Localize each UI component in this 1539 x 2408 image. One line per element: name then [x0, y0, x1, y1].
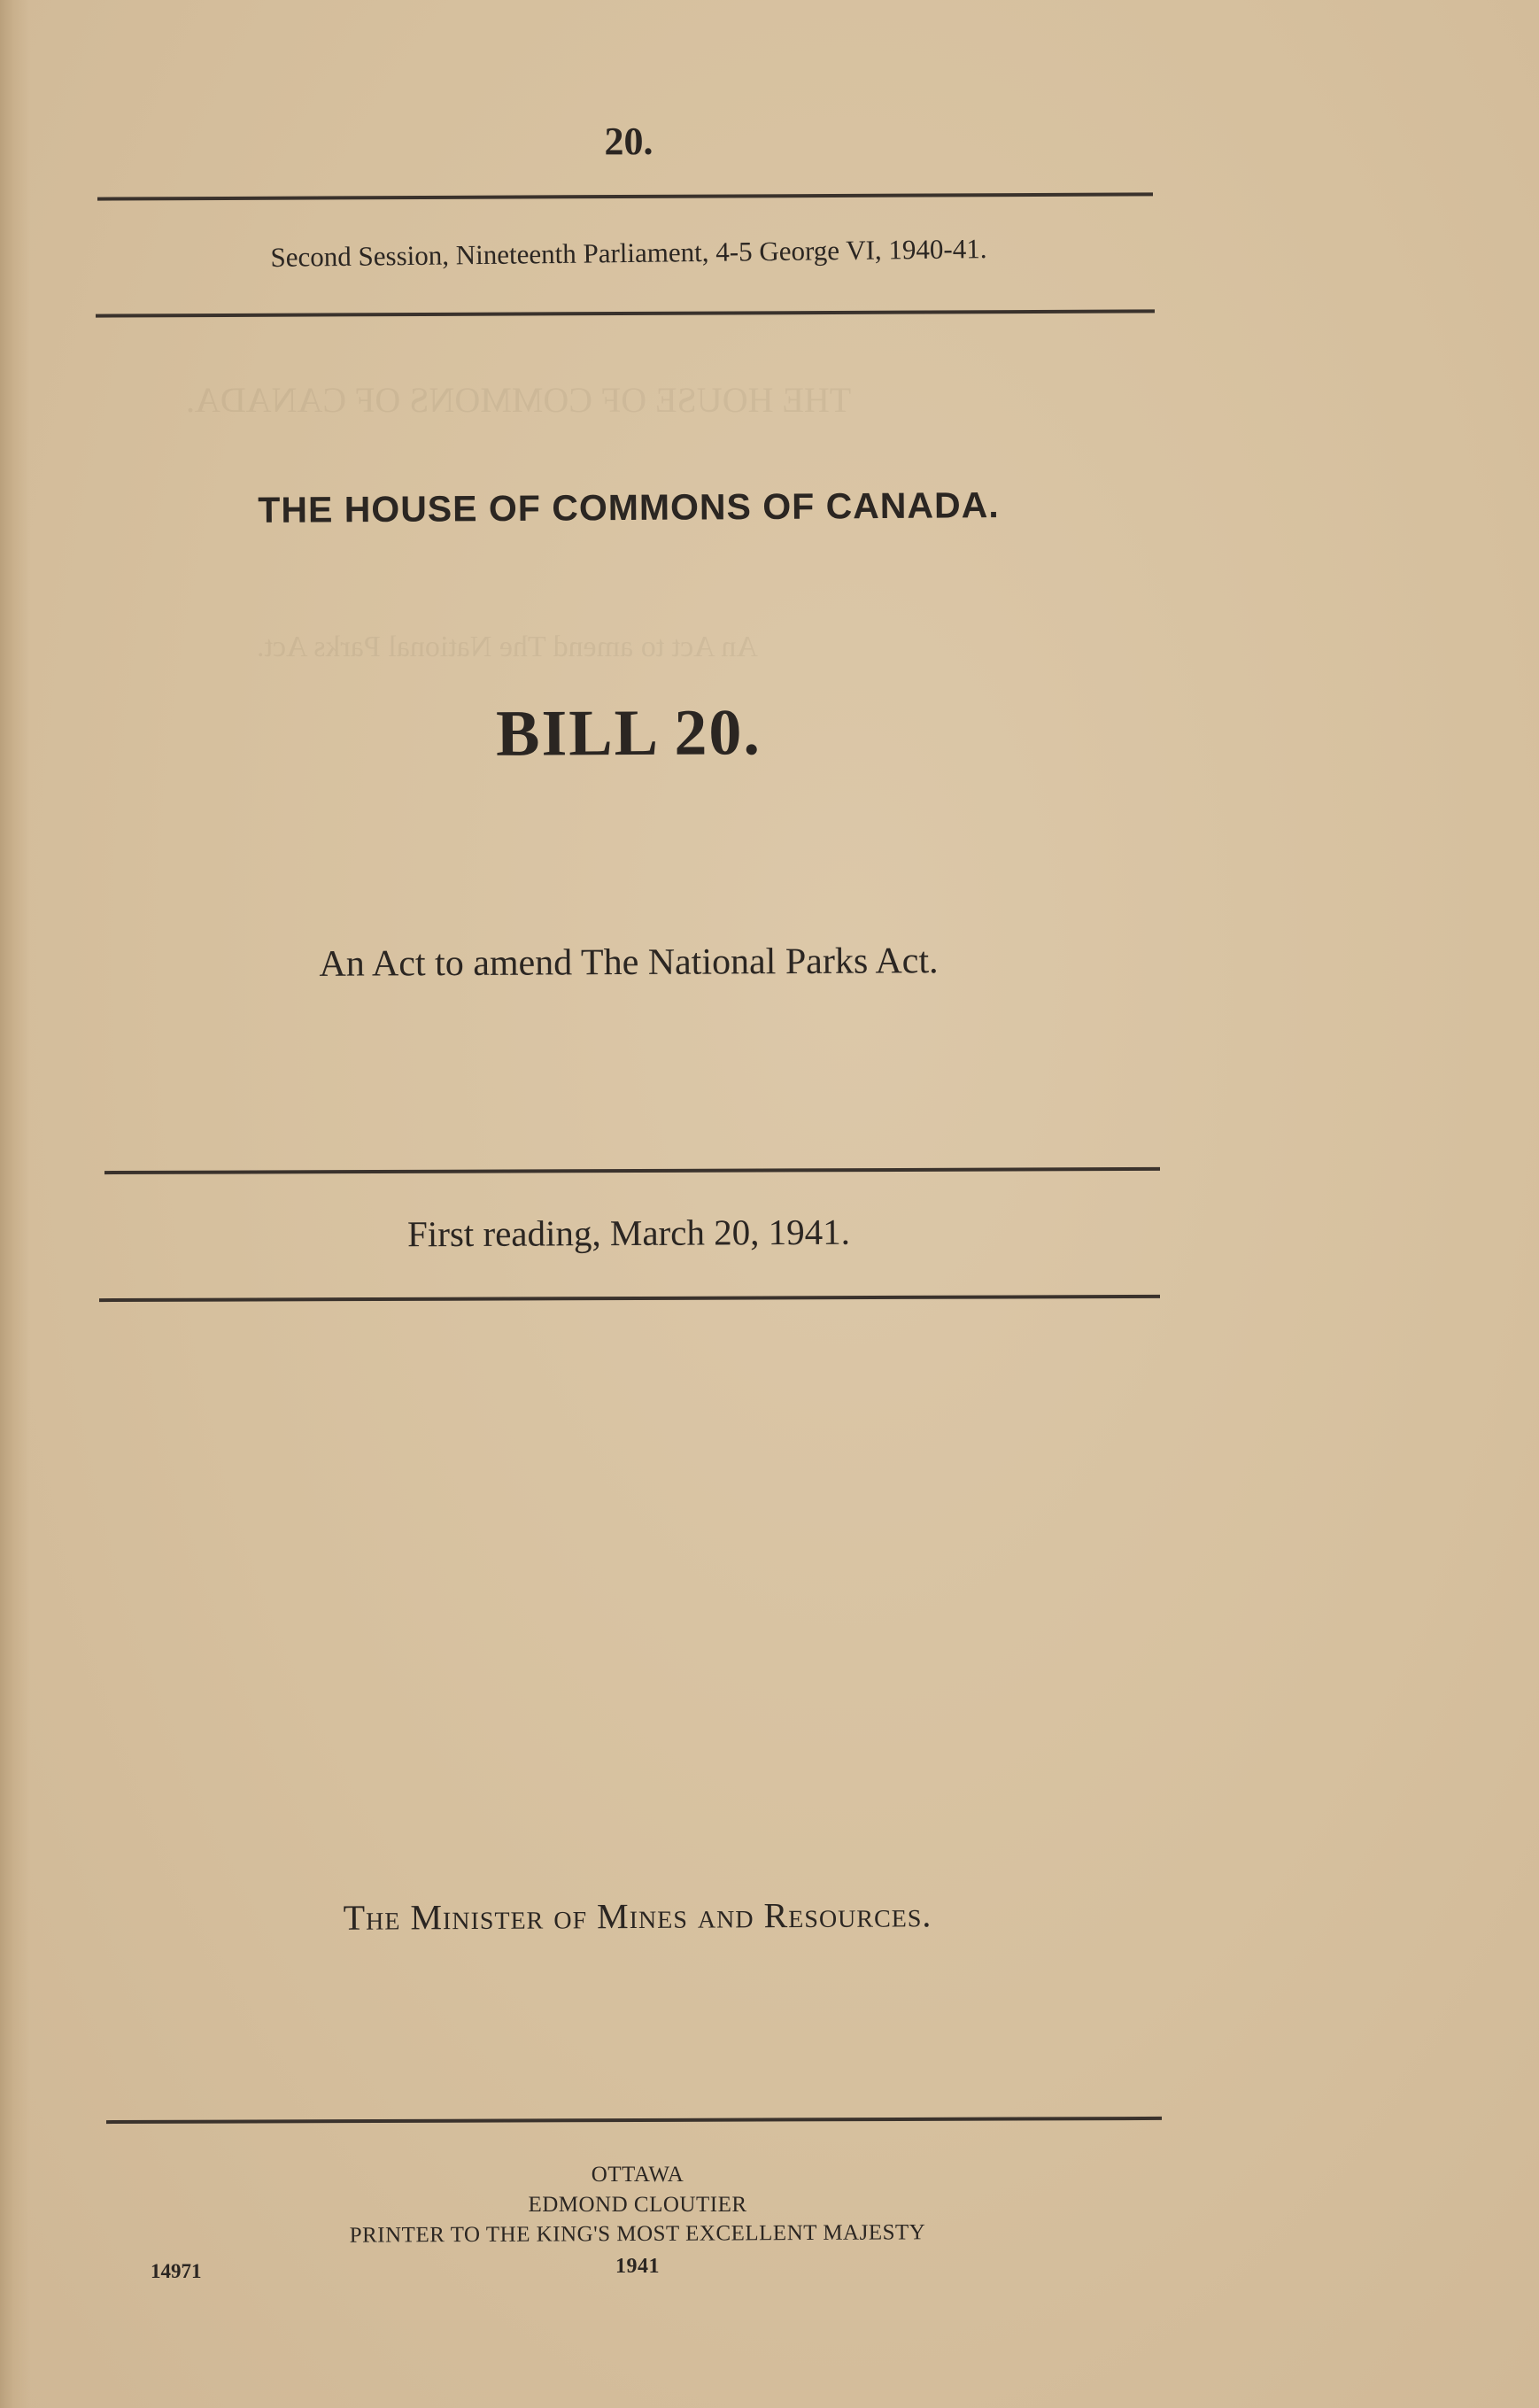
imprint-printer-title: PRINTER TO THE KING'S MOST EXCELLENT MAJESTY [349, 2220, 926, 2248]
reading-bottom-rule [99, 1295, 1160, 1302]
act-title: An Act to amend The National Parks Act. [319, 941, 939, 985]
reading-top-rule [104, 1167, 1160, 1174]
show-through-text: An Act to amend The National Parks Act. [257, 631, 758, 663]
print-number: 14971 [151, 2260, 202, 2282]
show-through-text: THE HOUSE OF COMMONS OF CANADA. [186, 380, 852, 420]
top-rule [97, 192, 1153, 200]
session-rule [96, 309, 1155, 317]
session-line: Second Session, Nineteenth Parliament, 4-5 George VI, 1940-41. [270, 233, 987, 273]
first-reading-line: First reading, March 20, 1941. [406, 1211, 851, 1255]
page-number: 20. [604, 120, 653, 163]
imprint-city: OTTAWA [591, 2163, 684, 2187]
page-edge-shadow [0, 0, 30, 2408]
bill-number-heading: BILL 20. [495, 696, 762, 770]
imprint-year: 1941 [615, 2255, 660, 2278]
minister-line: The Minister of Mines and Resources. [343, 1894, 932, 1938]
house-heading: THE HOUSE OF COMMONS OF CANADA. [258, 484, 1000, 530]
imprint-printer: EDMOND CLOUTIER [528, 2193, 747, 2217]
imprint-rule [106, 2117, 1162, 2124]
